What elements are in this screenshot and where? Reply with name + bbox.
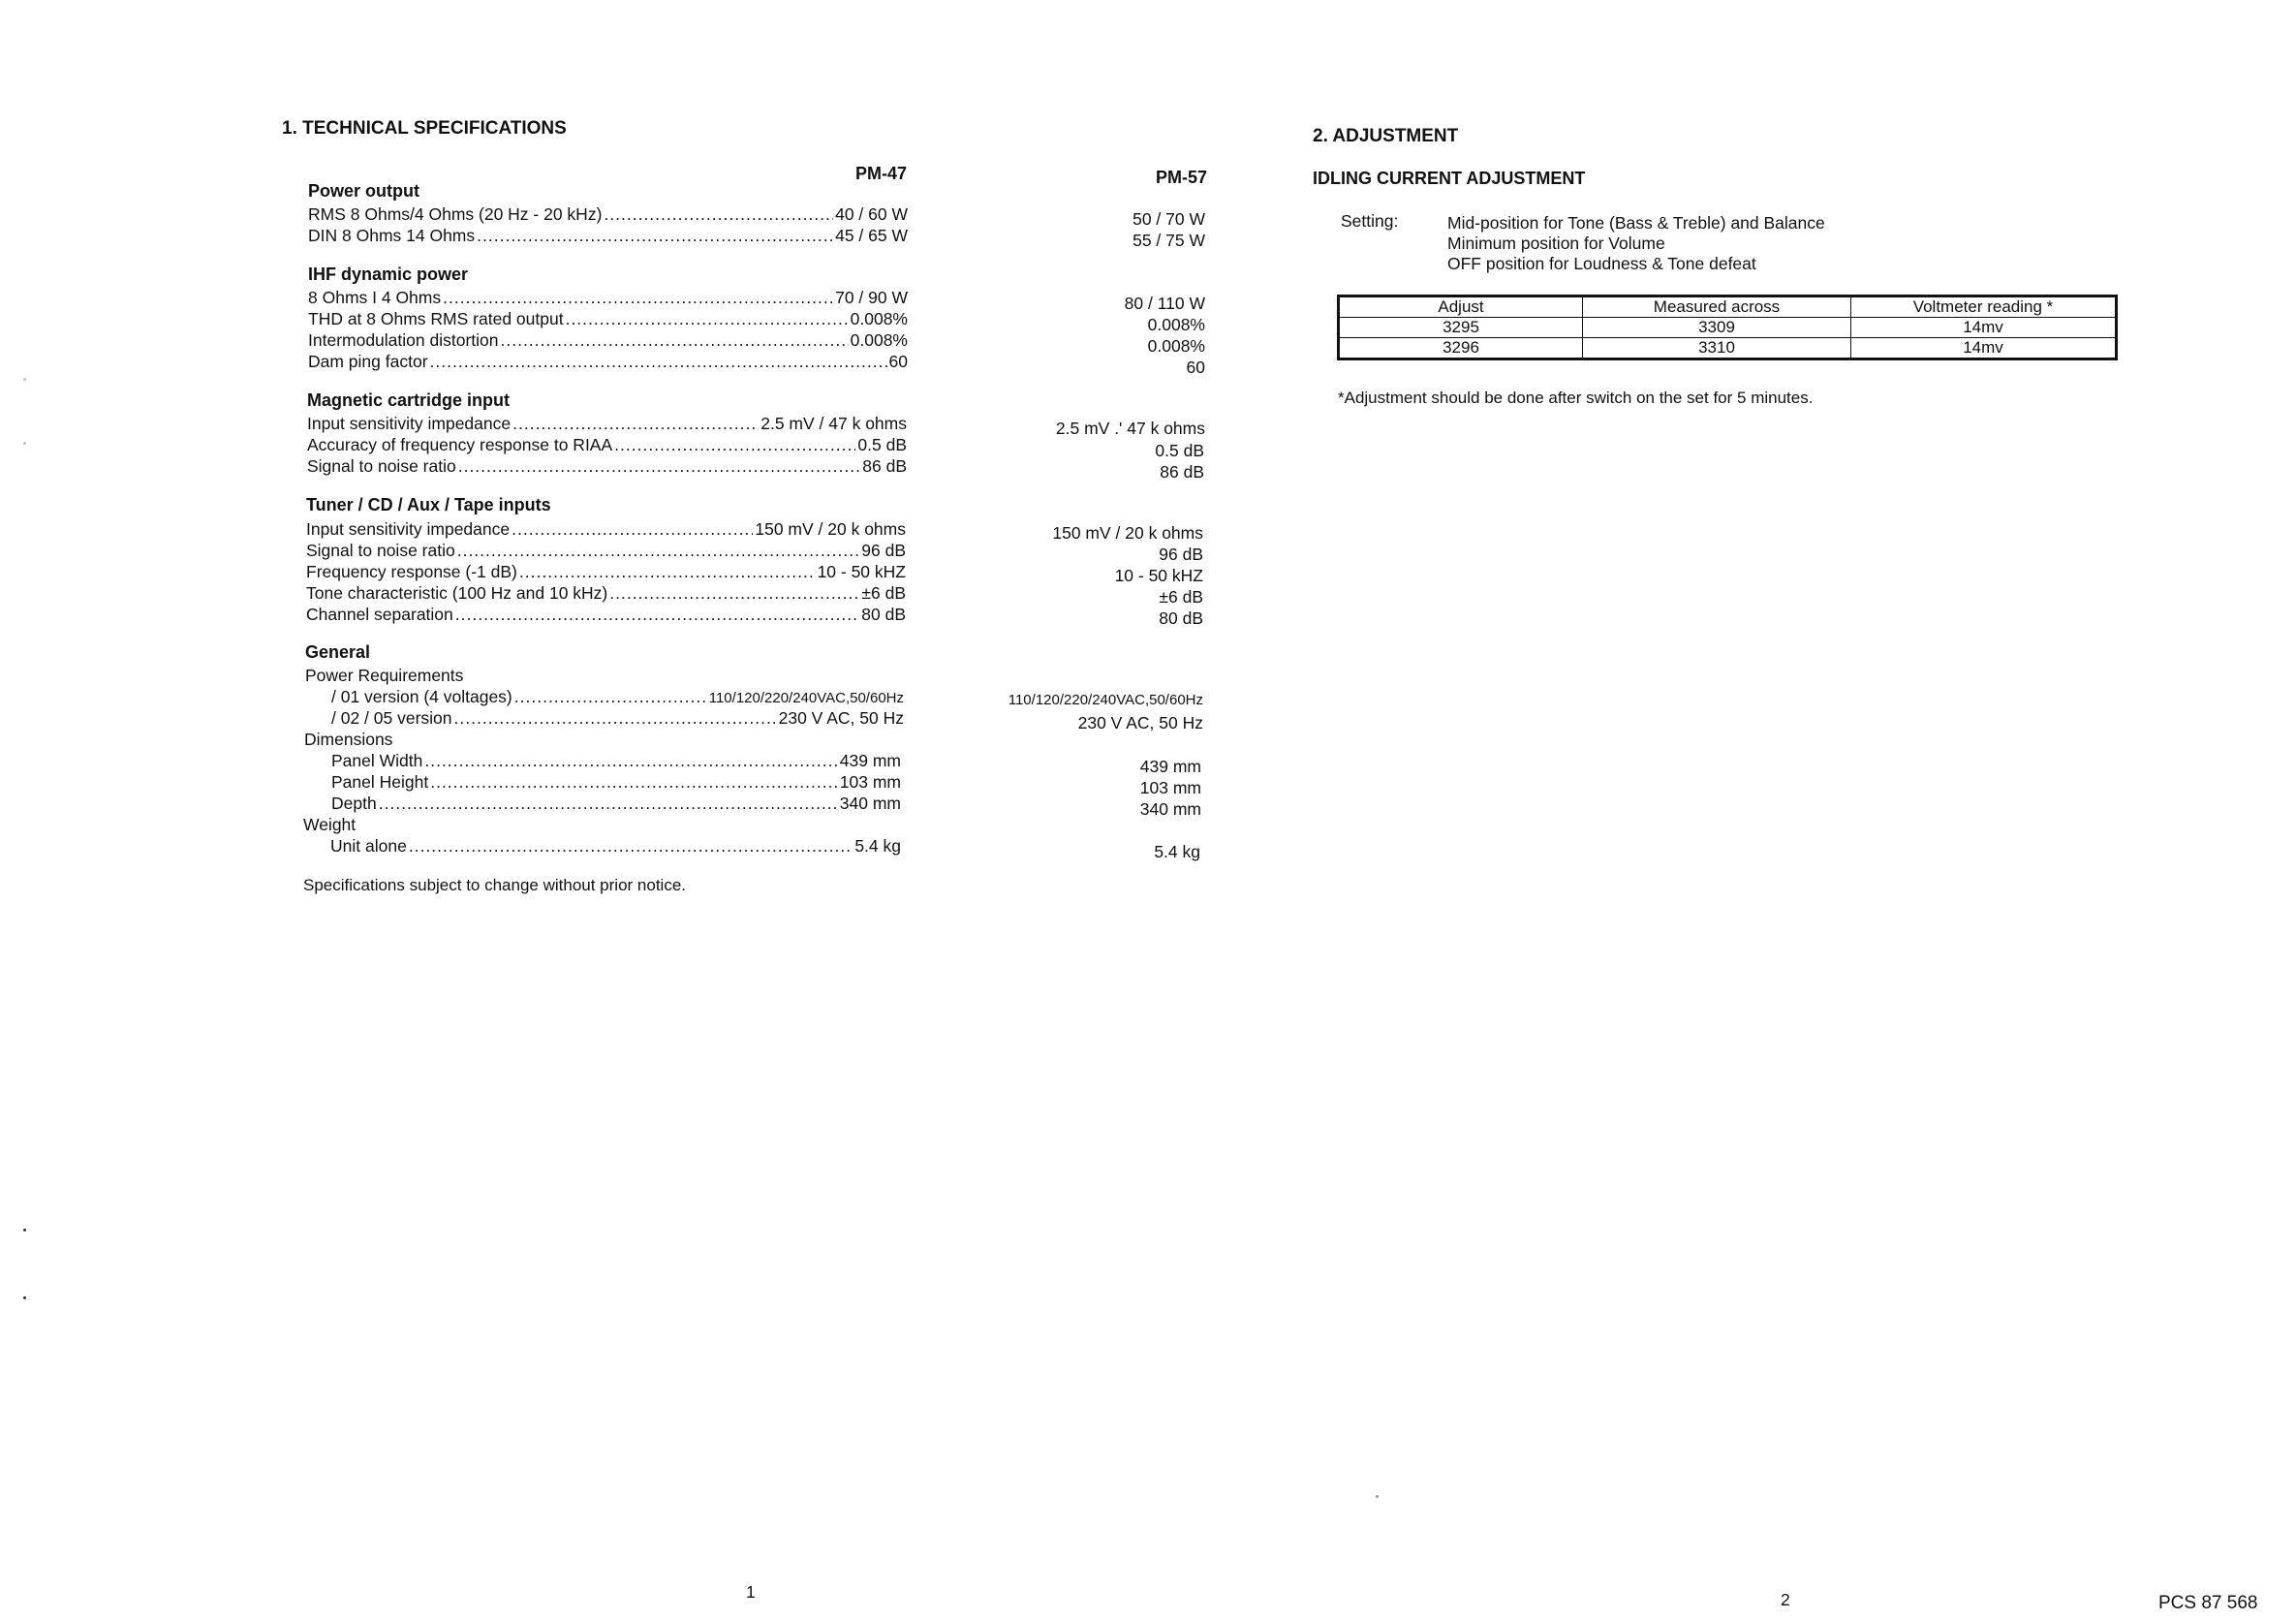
spec-value-pm47: 5.4 kg — [854, 836, 901, 856]
spec-row — [308, 226, 908, 247]
spec-footnote: Specifications subject to change without prior notice. — [303, 876, 687, 894]
spec-label: / 02 / 05 version — [331, 708, 452, 728]
adjustment-note: *Adjustment should be done after switch on the set for 5 minutes. — [1338, 389, 1814, 407]
spec-value-pm47: 60 — [888, 352, 908, 371]
table-cell: 3310 — [1583, 338, 1851, 359]
spec-value-pm47: 0.008% — [850, 309, 908, 328]
power-requirements-label: Power Requirements — [305, 666, 464, 685]
spec-label: Tone characteristic (100 Hz and 10 kHz) — [306, 583, 608, 603]
spec-value-pm47: 103 mm — [839, 772, 901, 792]
scan-speck — [23, 378, 26, 381]
spec-value-pm57: 80 / 110 W — [1124, 294, 1205, 313]
spec-value-pm47: 230 V AC, 50 Hz — [778, 708, 904, 728]
table-cell: 14mv — [1851, 338, 2117, 359]
table-cell: 14mv — [1851, 318, 2117, 338]
section-heading-power-output: Power output — [308, 181, 419, 201]
spec-label: Dam ping factor — [308, 352, 428, 371]
spec-row — [306, 605, 906, 626]
spec-value-pm57: 0.008% — [1147, 336, 1205, 356]
section-heading-ihf: IHF dynamic power — [308, 265, 469, 284]
spec-value-pm47: 86 dB — [862, 456, 907, 476]
spec-row — [307, 456, 907, 478]
scan-speck — [23, 1296, 26, 1299]
spec-value-pm57: 96 dB — [1159, 545, 1203, 564]
spec-label: THD at 8 Ohms RMS rated output — [308, 309, 564, 328]
section-heading-magnetic: Magnetic cartridge input — [307, 390, 511, 410]
spec-value-pm57: 80 dB — [1159, 608, 1203, 628]
spec-value-pm47: 150 mV / 20 k ohms — [755, 519, 906, 539]
spec-value-pm47: 45 / 65 W — [835, 226, 908, 245]
spec-value-pm47: 96 dB — [861, 541, 906, 560]
spec-value-pm57: 5.4 kg — [1154, 842, 1200, 861]
spec-value-pm57: 230 V AC, 50 Hz — [1077, 713, 1203, 732]
spec-label: Frequency response (-1 dB) — [306, 562, 517, 581]
document-code: PCS 87 568 — [2158, 1593, 2258, 1613]
pm57-column-header: PM-57 — [1156, 168, 1208, 187]
spec-row — [331, 708, 904, 730]
spec-row — [306, 583, 906, 605]
spec-value-pm47: 110/120/220/240VAC,50/60Hz — [708, 690, 904, 706]
spec-value-pm47: 70 / 90 W — [835, 288, 908, 307]
table-header-cell: Measured across — [1583, 296, 1851, 318]
spec-value-pm57: 50 / 70 W — [1132, 209, 1205, 229]
scan-speck — [23, 1229, 26, 1231]
table-cell: 3295 — [1339, 318, 1583, 338]
idling-current-subtitle: IDLING CURRENT ADJUSTMENT — [1313, 169, 1586, 188]
spec-value-pm57: 86 dB — [1160, 462, 1204, 482]
spec-row — [331, 794, 901, 815]
spec-value-pm57: 110/120/220/240VAC,50/60Hz — [1008, 692, 1203, 708]
spec-row — [330, 836, 901, 857]
table-cell: 3309 — [1583, 318, 1851, 338]
table-header-cell: Adjust — [1339, 296, 1583, 318]
setting-line: Minimum position for Volume — [1447, 234, 1665, 253]
spec-value-pm47: 80 dB — [861, 605, 906, 624]
pm47-column-header: PM-47 — [855, 164, 908, 183]
spec-value-pm57: 0.008% — [1147, 315, 1205, 334]
spec-value-pm47: 40 / 60 W — [835, 204, 908, 224]
setting-label: Setting: — [1341, 211, 1399, 231]
scan-speck — [1376, 1495, 1379, 1498]
spec-row — [331, 687, 904, 708]
spec-value-pm47: ±6 dB — [861, 583, 906, 603]
setting-line: Mid-position for Tone (Bass & Treble) and Balance — [1447, 213, 1825, 233]
spec-value-pm47: 0.008% — [850, 330, 908, 350]
spec-label: / 01 version (4 voltages) — [331, 687, 512, 706]
spec-row — [307, 414, 907, 435]
spec-label: 8 Ohms I 4 Ohms — [308, 288, 442, 307]
spec-value-pm47: 2.5 mV / 47 k ohms — [760, 414, 907, 433]
spec-value-pm57: 55 / 75 W — [1132, 231, 1205, 250]
spec-label: RMS 8 Ohms/4 Ohms (20 Hz - 20 kHz) — [308, 204, 603, 224]
spec-label: Unit alone — [330, 836, 407, 856]
page-number-right: 2 — [1781, 1590, 1790, 1609]
spec-row — [308, 352, 908, 373]
table-row — [1339, 318, 2117, 338]
adjustment-title: 2. ADJUSTMENT — [1313, 126, 1459, 146]
spec-label: Intermodulation distortion — [308, 330, 499, 350]
spec-value-pm47: 10 - 50 kHZ — [817, 562, 906, 581]
spec-value-pm47: 0.5 dB — [857, 435, 907, 454]
spec-value-pm57: 0.5 dB — [1155, 441, 1204, 460]
spec-label: Accuracy of frequency response to RIAA — [307, 435, 613, 454]
table-cell: 3296 — [1339, 338, 1583, 359]
spec-row — [331, 751, 901, 772]
table-header-row — [1339, 296, 2117, 318]
spec-label: Channel separation — [306, 605, 453, 624]
spec-row — [308, 204, 908, 226]
spec-row — [308, 330, 908, 352]
spec-value-pm47: 340 mm — [839, 794, 901, 813]
table-row — [1339, 338, 2117, 359]
spec-label: Signal to noise ratio — [306, 541, 455, 560]
spec-row — [308, 288, 908, 309]
spec-label: Input sensitivity impedance — [307, 414, 512, 433]
spec-value-pm57: 10 - 50 kHZ — [1114, 566, 1203, 585]
spec-value-pm57: 150 mV / 20 k ohms — [1052, 523, 1203, 543]
section-heading-tuner: Tuner / CD / Aux / Tape inputs — [306, 495, 551, 514]
spec-value-pm57: 2.5 mV .' 47 k ohms — [1055, 419, 1205, 438]
spec-row — [331, 772, 901, 794]
spec-value-pm57: ±6 dB — [1159, 587, 1203, 607]
spec-row — [307, 435, 907, 456]
spec-value-pm57: 60 — [1186, 358, 1205, 377]
weight-label: Weight — [303, 815, 357, 834]
page-number-left: 1 — [746, 1582, 756, 1602]
spec-label: Panel Width — [331, 751, 423, 770]
spec-value-pm57: 103 mm — [1139, 778, 1201, 797]
adjustment-table — [1337, 295, 2118, 360]
spec-value-pm57: 439 mm — [1139, 757, 1201, 776]
spec-title: 1. TECHNICAL SPECIFICATIONS — [282, 118, 567, 139]
spec-label: Signal to noise ratio — [307, 456, 456, 476]
spec-row — [308, 309, 908, 330]
scan-speck — [23, 442, 26, 445]
spec-row — [306, 541, 906, 562]
section-heading-general: General — [305, 642, 371, 662]
spec-row — [306, 562, 906, 583]
setting-line: OFF position for Loudness & Tone defeat — [1447, 254, 1756, 273]
spec-value-pm57: 340 mm — [1139, 799, 1201, 819]
spec-label: Depth — [331, 794, 377, 813]
spec-label: Input sensitivity impedance — [306, 519, 511, 539]
spec-label: Panel Height — [331, 772, 429, 792]
dimensions-label: Dimensions — [304, 730, 393, 749]
spec-row — [306, 519, 906, 541]
spec-label: DIN 8 Ohms 14 Ohms — [308, 226, 476, 245]
table-header-cell: Voltmeter reading * — [1851, 296, 2117, 318]
spec-value-pm47: 439 mm — [839, 751, 901, 770]
